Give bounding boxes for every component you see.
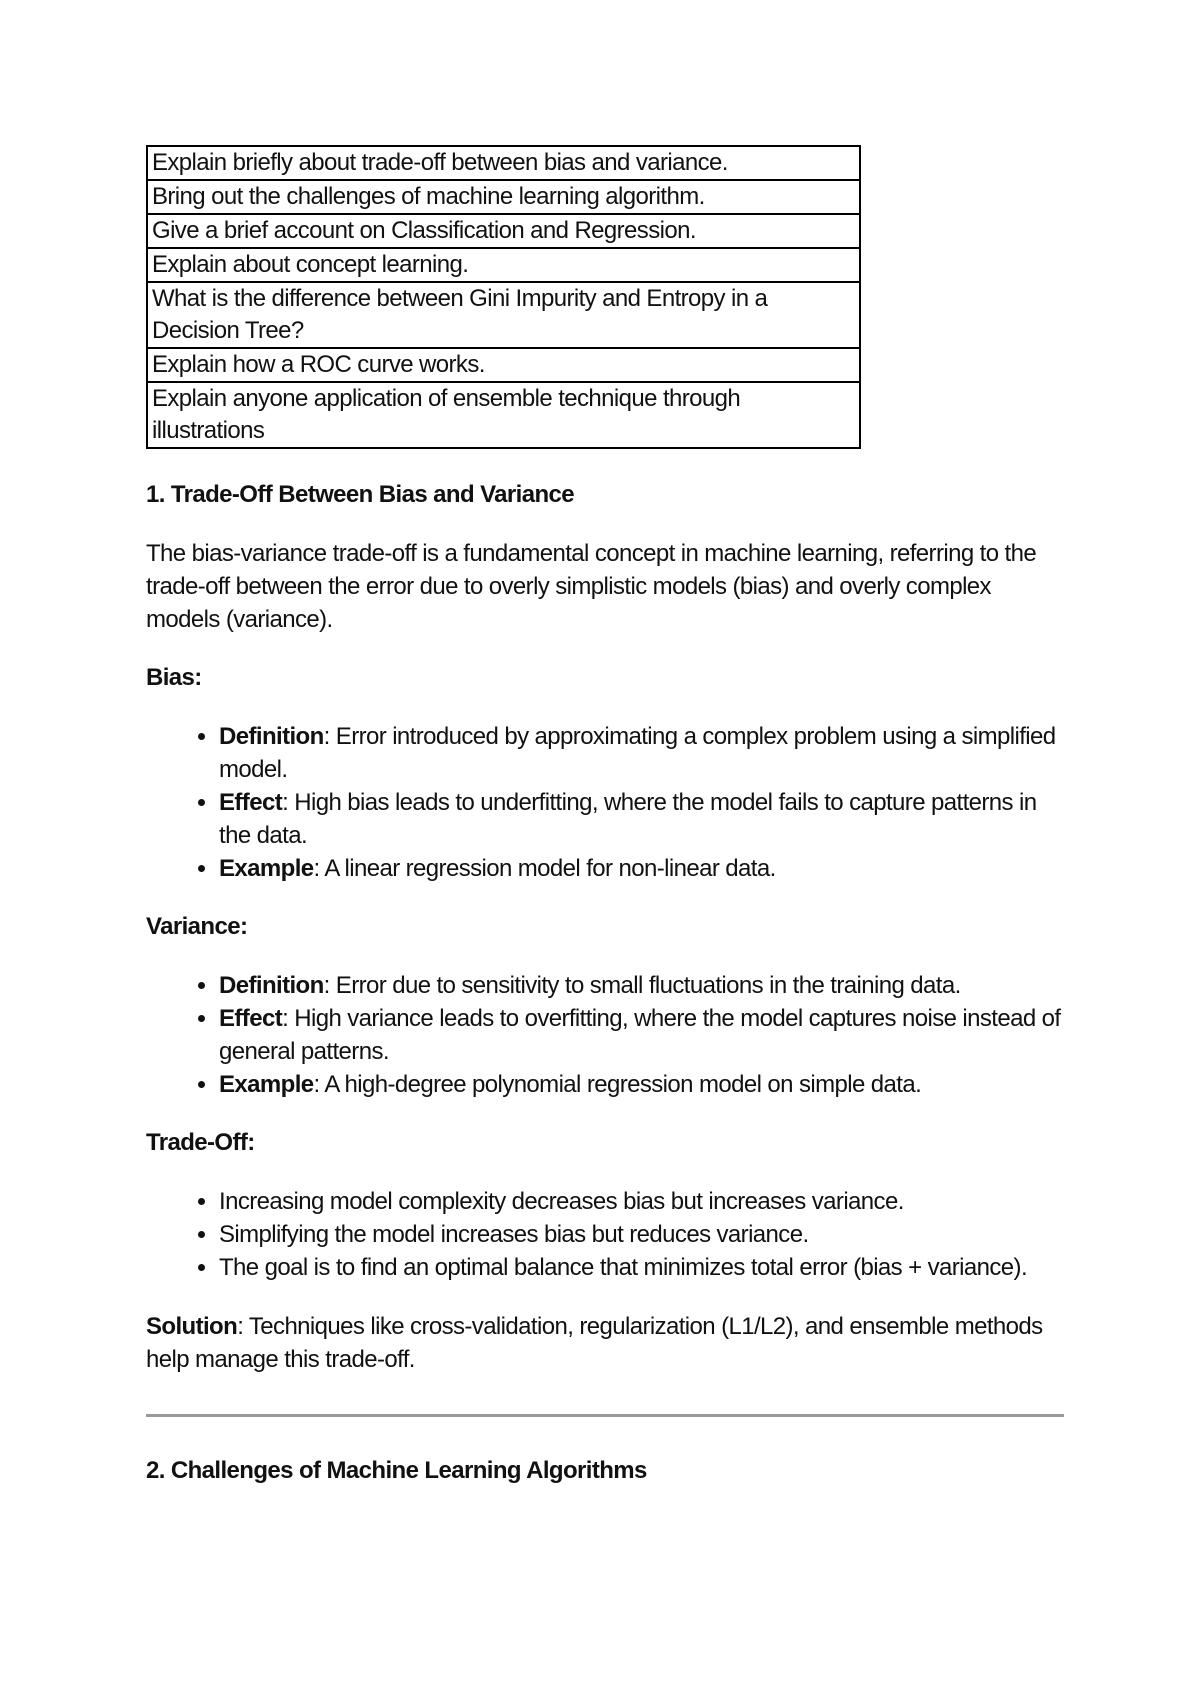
term: Example: [219, 1071, 314, 1098]
term: Effect: [219, 1005, 283, 1032]
list-item: [219, 720, 1066, 786]
item-text: : A linear regression model for non-linear data.: [313, 855, 776, 882]
term: Effect: [219, 789, 283, 816]
table-row: [147, 282, 860, 348]
table-row: [147, 348, 860, 382]
list-item: [219, 969, 1066, 1002]
list-item: • The goal is to find an optimal balance that minimizes total error (bias + variance).: [219, 1251, 1066, 1284]
item-text: : High variance leads to overfitting, where the model captures noise instead of general patterns.: [219, 1005, 1061, 1065]
item-text: : A high-degree polynomial regression model on simple data.: [313, 1071, 922, 1098]
variance-heading: Variance:: [146, 913, 248, 940]
list-item: • Simplifying the model increases bias but reduces variance.: [219, 1218, 1066, 1251]
item-text: : Error due to sensitivity to small fluctuations in the training data.: [323, 972, 961, 999]
questions-table: [146, 145, 861, 449]
section-heading: 1. Trade-Off Between Bias and Variance: [146, 481, 575, 508]
intro-paragraph: The bias-variance trade-off is a fundamental concept in machine learning, referring to the trade-off between the error due to overly simplistic models (bias) and overly complex models (variance).: [146, 540, 1037, 633]
list-item: [219, 1002, 1066, 1068]
term: Definition: [219, 723, 324, 750]
term: Solution: [146, 1313, 238, 1340]
bias-heading: Bias:: [146, 664, 202, 691]
question-cell: Explain how a ROC curve works.: [147, 348, 860, 382]
question-cell: Give a brief account on Classification and Regression.: [147, 214, 860, 248]
term: Example: [219, 855, 314, 882]
solution-text: : Techniques like cross-validation, regularization (L1/L2), and ensemble methods help manage this trade-off.: [146, 1313, 1043, 1373]
document-page: [146, 145, 1066, 1487]
bias-list: [146, 720, 1066, 885]
table-row: [147, 214, 860, 248]
variance-list: [146, 969, 1066, 1101]
question-cell: What is the difference between Gini Impurity and Entropy in a Decision Tree?: [147, 282, 860, 348]
term: Definition: [219, 972, 324, 999]
question-cell: Explain about concept learning.: [147, 248, 860, 282]
item-text: : Error introduced by approximating a complex problem using a simplified model.: [219, 723, 1056, 783]
item-text: : High bias leads to underfitting, where the model fails to capture patterns in the data.: [219, 789, 1037, 849]
list-item: • Increasing model complexity decreases bias but increases variance.: [219, 1185, 1066, 1218]
question-cell: Explain briefly about trade-off between bias and variance.: [147, 146, 860, 180]
table-row: [147, 180, 860, 214]
question-cell: Explain anyone application of ensemble technique through illustrations: [147, 382, 860, 448]
list-item: [219, 1068, 1066, 1101]
question-cell: Bring out the challenges of machine learning algorithm.: [147, 180, 860, 214]
tradeoff-list: [146, 1185, 1066, 1284]
horizontal-divider: [146, 1414, 1064, 1417]
section-heading: 2. Challenges of Machine Learning Algorithms: [146, 1457, 647, 1484]
list-item: [219, 786, 1066, 852]
table-row: [147, 146, 860, 180]
list-item: [219, 852, 1066, 885]
table-row: [147, 248, 860, 282]
table-row: [147, 382, 860, 448]
solution-paragraph: [146, 1310, 1066, 1376]
tradeoff-heading: Trade-Off:: [146, 1129, 255, 1156]
